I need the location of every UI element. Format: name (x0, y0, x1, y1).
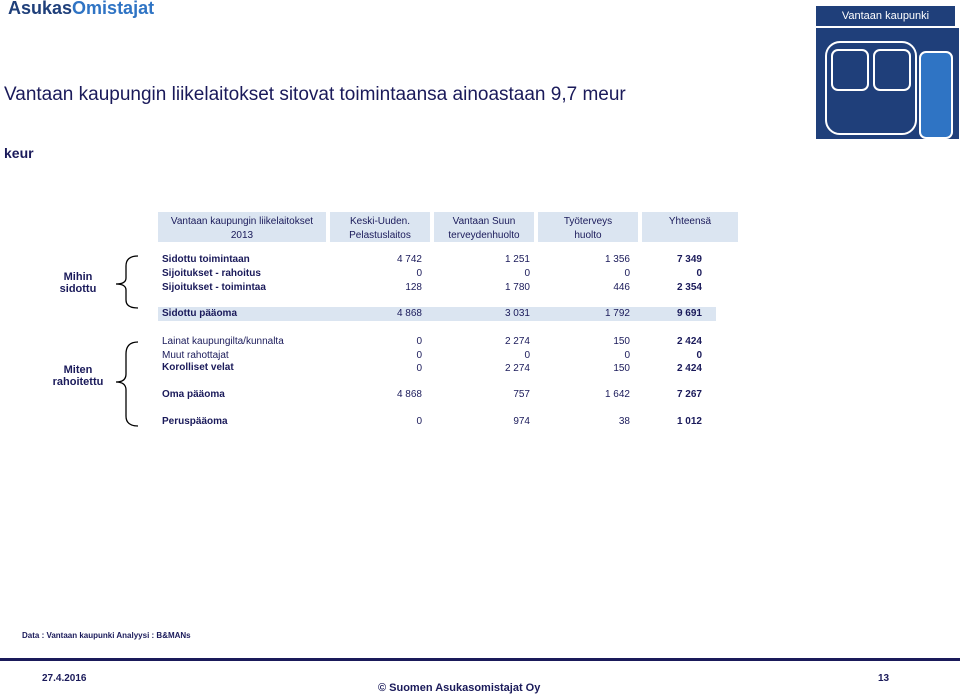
cell: 0 (416, 363, 422, 374)
header-suun: Vantaan Suun terveydenhuolto (434, 212, 534, 242)
cell: 2 424 (676, 363, 702, 374)
brand-logo: AsukasOmistajat (8, 0, 155, 18)
row-label: Lainat kaupungilta/kunnalta (162, 336, 284, 347)
row-label: Korolliset velat (162, 362, 234, 373)
cell: 2 274 (504, 363, 530, 374)
cell: 0 (696, 350, 702, 361)
cell: 1 792 (604, 308, 630, 319)
row-label: Sidottu toimintaan (162, 254, 250, 265)
footer-date: 27.4.2016 (42, 673, 87, 684)
cell: 974 (513, 416, 530, 427)
cell: 4 742 (396, 254, 422, 265)
header-pelastus: Keski-Uuden. Pelastuslaitos (330, 212, 430, 242)
cell: 446 (613, 282, 630, 293)
header-tyoterveys: Työterveys huolto (538, 212, 638, 242)
cell: 7 267 (676, 389, 702, 400)
cell: 2 424 (676, 336, 702, 347)
section-miten: Miten rahoitettu (52, 364, 104, 388)
footer-divider (0, 658, 960, 661)
cell: 0 (416, 416, 422, 427)
cell: 0 (624, 350, 630, 361)
cell: 1 251 (504, 254, 530, 265)
cell: 38 (618, 416, 630, 427)
row-label: Sidottu pääoma (162, 308, 238, 319)
cell: 1 012 (676, 416, 702, 427)
cell: 9 691 (676, 308, 702, 319)
cell: 2 274 (504, 336, 530, 347)
source-note: Data : Vantaan kaupunki Analyysi : B&MANs (22, 631, 191, 640)
cell: 1 356 (604, 254, 630, 265)
header-company: Vantaan kaupungin liikelaitokset 2013 (158, 212, 326, 242)
unit-label: keur (4, 145, 34, 161)
page-number: 13 (878, 673, 890, 684)
cell: 1 642 (604, 389, 630, 400)
cell: 0 (524, 350, 530, 361)
cell: 2 354 (676, 282, 702, 293)
cell: 4 868 (396, 308, 422, 319)
row-label: Sijoitukset - toimintaa (162, 282, 266, 293)
org-graphic (816, 28, 959, 139)
cell: 757 (513, 389, 530, 400)
brace-icon (112, 254, 142, 434)
cell: 0 (416, 350, 422, 361)
cell: 0 (624, 268, 630, 279)
footer-copyright: © Suomen Asukasomistajat Oy (378, 682, 541, 694)
cell: 7 349 (676, 254, 702, 265)
section-mihin: Mihin sidottu (59, 271, 97, 295)
cell: 3 031 (504, 308, 530, 319)
band-sidottu (158, 307, 716, 321)
row-label: Peruspääoma (162, 416, 228, 427)
cell: 0 (696, 268, 702, 279)
row-label: Sijoitukset - rahoitus (162, 268, 261, 279)
cell: 0 (524, 268, 530, 279)
org-badge: Vantaan kaupunki (816, 6, 955, 26)
cell: 0 (416, 336, 422, 347)
row-label: Oma pääoma (162, 389, 225, 400)
row-label: Muut rahottajat (162, 350, 229, 361)
cell: 0 (416, 268, 422, 279)
cell: 128 (405, 282, 422, 293)
page-title: Vantaan kaupungin liikelaitokset sitovat toimintaansa ainoastaan 9,7 meur (4, 84, 626, 105)
cell: 150 (613, 336, 630, 347)
cell: 1 780 (504, 282, 530, 293)
cell: 4 868 (396, 389, 422, 400)
cell: 150 (613, 363, 630, 374)
decorative-shapes-icon (816, 28, 959, 139)
header-yhteensa: Yhteensä (642, 212, 738, 242)
